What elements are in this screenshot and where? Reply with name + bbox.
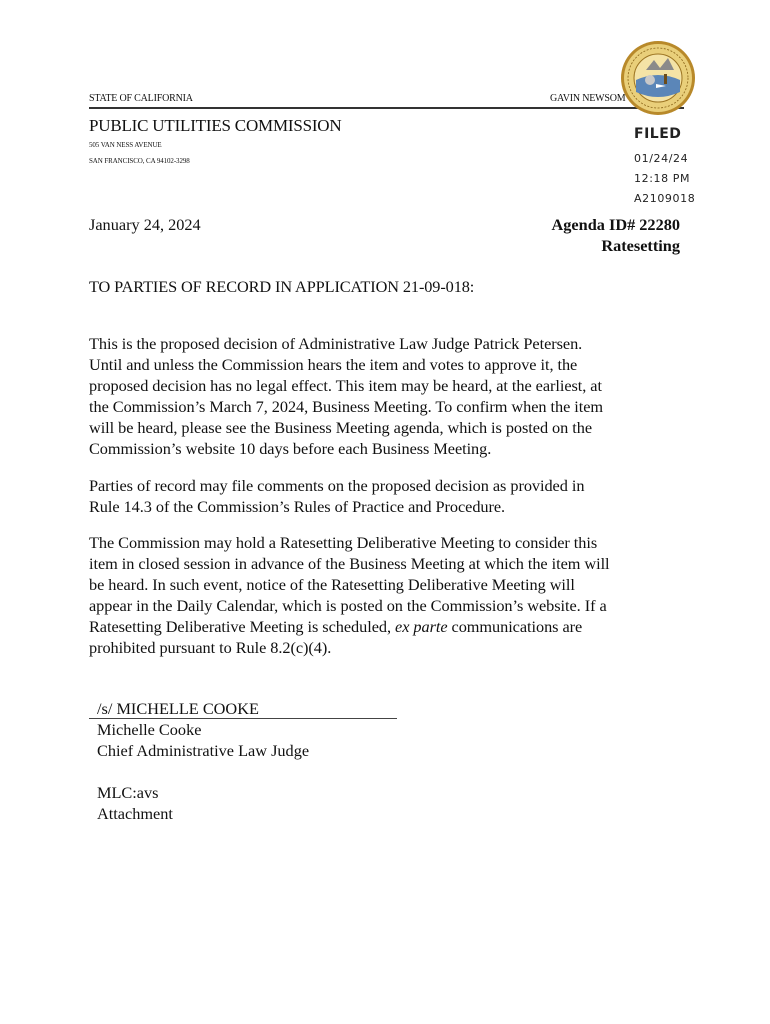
filed-docket: A2109018: [634, 192, 696, 205]
p2-line: Parties of record may file comments on the proposed decision as provided in: [89, 476, 585, 495]
p1-line: the Commission’s March 7, 2024, Business Meeting. To confirm when the item: [89, 397, 604, 416]
california-state-seal-icon: [620, 40, 696, 116]
filed-time: 12:18 PM: [634, 172, 691, 185]
p3-line: item in closed session in advance of the Business Meeting at which the item will: [89, 554, 610, 573]
p1-line: Commission’s website 10 days before each Business Meeting.: [89, 439, 492, 458]
paragraph-3: [89, 532, 679, 658]
signature-signed: /s/ MICHELLE COOKE: [97, 699, 259, 718]
p3-line5-after: communications are: [447, 617, 583, 636]
filed-stamp: [634, 126, 681, 142]
salutation: TO PARTIES OF RECORD IN APPLICATION 21-09-018:: [89, 277, 475, 296]
ex-parte-term: ex parte: [395, 617, 448, 636]
p2-line: Rule 14.3 of the Commission’s Rules of Practice and Procedure.: [89, 497, 506, 516]
commission-name: PUBLIC UTILITIES COMMISSION: [89, 116, 342, 135]
p1-line: This is the proposed decision of Administrative Law Judge Patrick Petersen.: [89, 334, 583, 353]
agenda-id: Agenda ID# 22280: [551, 215, 680, 234]
signature-line: [89, 718, 397, 719]
paragraph-2: [89, 475, 679, 517]
p3-line: be heard. In such event, notice of the Ratesetting Deliberative Meeting will: [89, 575, 575, 594]
p3-line: prohibited pursuant to Rule 8.2(c)(4).: [89, 638, 332, 657]
p1-line: will be heard, please see the Business Meeting agenda, which is posted on the: [89, 418, 593, 437]
state-name: STATE OF CALIFORNIA: [89, 93, 193, 104]
address-line-2: SAN FRANCISCO, CA 94102-3298: [89, 157, 190, 165]
p1-line: Until and unless the Commission hears the item and votes to approve it, the: [89, 355, 578, 374]
p3-line: [89, 616, 679, 637]
address-line-1: 505 VAN NESS AVENUE: [89, 141, 162, 149]
p1-line: proposed decision has no legal effect. This item may be heard, at the earliest, at: [89, 376, 602, 395]
p3-line5-before: Ratesetting Deliberative Meeting is scheduled,: [89, 617, 396, 636]
paragraph-1: [89, 333, 679, 459]
signer-name: Michelle Cooke: [97, 720, 202, 739]
p3-line: appear in the Daily Calendar, which is posted on the Commission’s website. If a: [89, 596, 607, 615]
attachment-note: Attachment: [97, 804, 173, 823]
p3-line: The Commission may hold a Ratesetting Deliberative Meeting to consider this: [89, 533, 598, 552]
filed-title: FILED: [634, 126, 682, 142]
agenda-category: Ratesetting: [601, 236, 680, 255]
governor-name: GAVIN NEWSOM: [550, 93, 626, 104]
filed-date: 01/24/24: [634, 152, 689, 165]
initials: MLC:avs: [97, 783, 159, 802]
letterhead-rule: [89, 107, 684, 109]
signer-title: Chief Administrative Law Judge: [97, 741, 310, 760]
letter-date: January 24, 2024: [89, 215, 201, 234]
